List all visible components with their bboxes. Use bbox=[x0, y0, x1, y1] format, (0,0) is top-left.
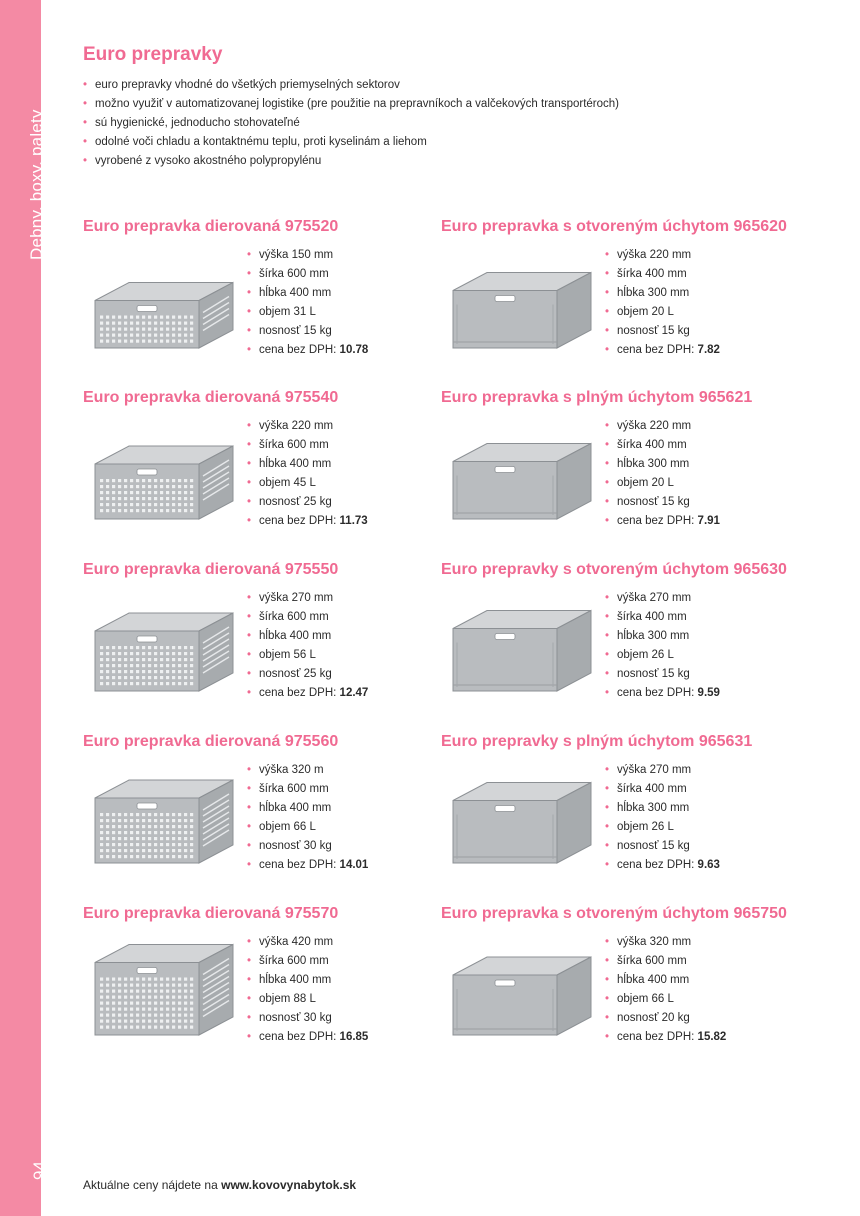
bullet-icon: • bbox=[247, 611, 252, 623]
spec-text: nosnosť 15 kg bbox=[617, 496, 690, 508]
spec-item bbox=[605, 837, 720, 856]
bullet-icon: • bbox=[605, 325, 610, 337]
spec-list bbox=[605, 761, 720, 875]
price-value: 16.85 bbox=[339, 1031, 369, 1043]
price-label: cena bez DPH: bbox=[617, 1031, 698, 1043]
bullet-icon: • bbox=[605, 630, 610, 642]
bullet-icon: • bbox=[247, 515, 252, 527]
product-card bbox=[83, 218, 463, 378]
bullet-icon: • bbox=[605, 936, 610, 948]
spec-item bbox=[247, 952, 368, 971]
bullet-icon: • bbox=[247, 477, 252, 489]
bullet-icon: • bbox=[83, 136, 88, 148]
bullet-icon: • bbox=[247, 955, 252, 967]
product-card bbox=[441, 218, 821, 378]
page-number: 94 bbox=[30, 1161, 49, 1180]
spec-item bbox=[247, 837, 368, 856]
spec-item bbox=[247, 322, 368, 341]
price-label: cena bez DPH: bbox=[259, 859, 340, 871]
bullet-icon: • bbox=[247, 1031, 252, 1043]
price-item bbox=[605, 1028, 726, 1047]
spec-item bbox=[605, 990, 726, 1009]
bullet-icon: • bbox=[247, 764, 252, 776]
intro-list bbox=[83, 76, 619, 171]
bullet-icon: • bbox=[605, 592, 610, 604]
product-card bbox=[441, 561, 821, 721]
price-item bbox=[605, 684, 720, 703]
price-label: cena bez DPH: bbox=[617, 344, 698, 356]
bullet-icon: • bbox=[83, 117, 88, 129]
spec-text: hĺbka 400 mm bbox=[259, 458, 332, 470]
spec-list bbox=[605, 417, 720, 531]
intro-item bbox=[83, 152, 619, 171]
bullet-icon: • bbox=[605, 458, 610, 470]
spec-text: šírka 600 mm bbox=[259, 268, 329, 280]
spec-text: objem 20 L bbox=[617, 306, 674, 318]
spec-item bbox=[247, 474, 368, 493]
bullet-icon: • bbox=[605, 344, 610, 356]
spec-item bbox=[605, 1009, 726, 1028]
intro-text: možno využiť v automatizovanej logistike (pre použitie na prepravníkoch a valčekových transportéroch) bbox=[95, 98, 619, 110]
price-item bbox=[605, 512, 720, 531]
price-item bbox=[605, 856, 720, 875]
bullet-icon: • bbox=[247, 592, 252, 604]
product-title: Euro prepravka s plným úchytom 965621 bbox=[441, 389, 753, 406]
perforated-crate-image bbox=[83, 763, 243, 873]
product-card bbox=[83, 389, 463, 549]
solid-crate-image bbox=[441, 248, 601, 358]
spec-item bbox=[247, 436, 368, 455]
spec-text: šírka 600 mm bbox=[617, 955, 687, 967]
bullet-icon: • bbox=[83, 98, 88, 110]
bullet-icon: • bbox=[83, 79, 88, 91]
spec-item bbox=[605, 493, 720, 512]
spec-item bbox=[605, 627, 720, 646]
price-label: cena bez DPH: bbox=[617, 515, 698, 527]
product-card bbox=[83, 733, 463, 893]
price-value: 14.01 bbox=[339, 859, 369, 871]
spec-item bbox=[605, 799, 720, 818]
footer-text: Aktuálne ceny nájdete na bbox=[83, 1178, 222, 1192]
spec-text: objem 56 L bbox=[259, 649, 316, 661]
spec-text: hĺbka 300 mm bbox=[617, 802, 690, 814]
bullet-icon: • bbox=[247, 439, 252, 451]
spec-item bbox=[605, 608, 720, 627]
bullet-icon: • bbox=[247, 649, 252, 661]
spec-text: výška 320 mm bbox=[617, 936, 692, 948]
spec-text: šírka 400 mm bbox=[617, 268, 687, 280]
bullet-icon: • bbox=[605, 649, 610, 661]
price-item bbox=[247, 1028, 368, 1047]
spec-item bbox=[605, 971, 726, 990]
spec-text: výška 220 mm bbox=[617, 420, 692, 432]
bullet-icon: • bbox=[605, 306, 610, 318]
bullet-icon: • bbox=[247, 287, 252, 299]
bullet-icon: • bbox=[247, 325, 252, 337]
spec-text: hĺbka 300 mm bbox=[617, 287, 690, 299]
price-item bbox=[247, 341, 368, 360]
page-title: Euro prepravky bbox=[83, 44, 223, 65]
price-item bbox=[247, 512, 368, 531]
spec-text: výška 270 mm bbox=[259, 592, 334, 604]
spec-text: hĺbka 400 mm bbox=[259, 802, 332, 814]
spec-text: výška 220 mm bbox=[259, 420, 334, 432]
spec-text: nosnosť 15 kg bbox=[617, 840, 690, 852]
intro-item bbox=[83, 76, 619, 95]
spec-item bbox=[605, 265, 720, 284]
perforated-crate-image bbox=[83, 419, 243, 529]
bullet-icon: • bbox=[605, 420, 610, 432]
spec-text: šírka 400 mm bbox=[617, 611, 687, 623]
spec-item bbox=[605, 952, 726, 971]
price-label: cena bez DPH: bbox=[259, 1031, 340, 1043]
bullet-icon: • bbox=[247, 859, 252, 871]
spec-text: objem 26 L bbox=[617, 821, 674, 833]
perforated-crate-image bbox=[83, 591, 243, 701]
spec-item bbox=[247, 493, 368, 512]
spec-text: nosnosť 15 kg bbox=[617, 325, 690, 337]
bullet-icon: • bbox=[247, 821, 252, 833]
spec-item bbox=[605, 933, 726, 952]
spec-item bbox=[247, 761, 368, 780]
spec-item bbox=[247, 818, 368, 837]
intro-text: vyrobené z vysoko akostného polypropylénu bbox=[95, 155, 322, 167]
spec-list bbox=[247, 589, 368, 703]
price-item bbox=[247, 684, 368, 703]
intro-item bbox=[83, 133, 619, 152]
spec-item bbox=[247, 990, 368, 1009]
spec-list bbox=[247, 933, 368, 1047]
spec-item bbox=[247, 417, 368, 436]
product-card bbox=[83, 561, 463, 721]
intro-text: odolné voči chladu a kontaktnému teplu, proti kyselinám a liehom bbox=[95, 136, 427, 148]
spec-item bbox=[605, 665, 720, 684]
bullet-icon: • bbox=[247, 993, 252, 1005]
price-value: 9.63 bbox=[697, 859, 720, 871]
bullet-icon: • bbox=[605, 439, 610, 451]
solid-crate-image bbox=[441, 935, 601, 1045]
spec-text: nosnosť 20 kg bbox=[617, 1012, 690, 1024]
product-card bbox=[441, 905, 821, 1065]
bullet-icon: • bbox=[605, 783, 610, 795]
bullet-icon: • bbox=[605, 287, 610, 299]
price-label: cena bez DPH: bbox=[259, 515, 340, 527]
bullet-icon: • bbox=[247, 1012, 252, 1024]
spec-text: objem 45 L bbox=[259, 477, 316, 489]
spec-text: výška 150 mm bbox=[259, 249, 334, 261]
bullet-icon: • bbox=[247, 306, 252, 318]
spec-item bbox=[605, 474, 720, 493]
spec-item bbox=[247, 284, 368, 303]
product-title: Euro prepravka dierovaná 975540 bbox=[83, 389, 339, 406]
spec-item bbox=[247, 646, 368, 665]
intro-item bbox=[83, 95, 619, 114]
intro-text: sú hygienické, jednoducho stohovateľné bbox=[95, 117, 300, 129]
price-label: cena bez DPH: bbox=[617, 687, 698, 699]
spec-item bbox=[247, 933, 368, 952]
price-label: cena bez DPH: bbox=[617, 859, 698, 871]
spec-text: hĺbka 300 mm bbox=[617, 458, 690, 470]
product-title: Euro prepravka dierovaná 975560 bbox=[83, 733, 339, 750]
spec-text: hĺbka 400 mm bbox=[259, 974, 332, 986]
spec-item bbox=[247, 246, 368, 265]
spec-text: výška 220 mm bbox=[617, 249, 692, 261]
bullet-icon: • bbox=[605, 974, 610, 986]
spec-list bbox=[247, 246, 368, 360]
price-item bbox=[605, 341, 720, 360]
spec-text: šírka 400 mm bbox=[617, 439, 687, 451]
spec-item bbox=[247, 1009, 368, 1028]
intro-text: euro prepravky vhodné do všetkých priemyselných sektorov bbox=[95, 79, 400, 91]
bullet-icon: • bbox=[605, 687, 610, 699]
spec-item bbox=[247, 627, 368, 646]
website-link[interactable]: www.kovovynabytok.sk bbox=[221, 1178, 357, 1192]
spec-item bbox=[605, 284, 720, 303]
spec-text: objem 20 L bbox=[617, 477, 674, 489]
bullet-icon: • bbox=[247, 630, 252, 642]
product-title: Euro prepravka dierovaná 975520 bbox=[83, 218, 339, 235]
perforated-crate-image bbox=[83, 935, 243, 1045]
bullet-icon: • bbox=[605, 611, 610, 623]
spec-text: nosnosť 30 kg bbox=[259, 840, 332, 852]
bullet-icon: • bbox=[605, 1012, 610, 1024]
footer bbox=[83, 1178, 356, 1192]
product-card bbox=[441, 389, 821, 549]
product-title: Euro prepravka s otvoreným úchytom 965750 bbox=[441, 905, 787, 922]
bullet-icon: • bbox=[247, 840, 252, 852]
bullet-icon: • bbox=[605, 859, 610, 871]
spec-item bbox=[605, 322, 720, 341]
bullet-icon: • bbox=[247, 249, 252, 261]
bullet-icon: • bbox=[247, 802, 252, 814]
bullet-icon: • bbox=[247, 496, 252, 508]
product-title: Euro prepravka dierovaná 975550 bbox=[83, 561, 339, 578]
spec-item bbox=[605, 246, 720, 265]
bullet-icon: • bbox=[605, 993, 610, 1005]
spec-text: šírka 600 mm bbox=[259, 955, 329, 967]
bullet-icon: • bbox=[605, 840, 610, 852]
spec-text: výška 270 mm bbox=[617, 592, 692, 604]
product-title: Euro prepravka s otvoreným úchytom 965620 bbox=[441, 218, 787, 235]
spec-item bbox=[247, 589, 368, 608]
spec-text: nosnosť 15 kg bbox=[617, 668, 690, 680]
spec-text: šírka 600 mm bbox=[259, 439, 329, 451]
spec-text: výška 420 mm bbox=[259, 936, 334, 948]
price-value: 11.73 bbox=[339, 515, 368, 527]
spec-item bbox=[605, 589, 720, 608]
spec-text: hĺbka 400 mm bbox=[259, 630, 332, 642]
bullet-icon: • bbox=[247, 420, 252, 432]
price-value: 10.78 bbox=[339, 344, 369, 356]
price-value: 12.47 bbox=[339, 687, 369, 699]
bullet-icon: • bbox=[247, 668, 252, 680]
spec-item bbox=[605, 818, 720, 837]
spec-item bbox=[247, 665, 368, 684]
bullet-icon: • bbox=[605, 249, 610, 261]
bullet-icon: • bbox=[247, 268, 252, 280]
spec-item bbox=[247, 780, 368, 799]
intro-item bbox=[83, 114, 619, 133]
spec-list bbox=[247, 761, 368, 875]
price-value: 7.82 bbox=[697, 344, 720, 356]
bullet-icon: • bbox=[605, 668, 610, 680]
spec-item bbox=[247, 303, 368, 322]
product-title: Euro prepravky s otvoreným úchytom 965630 bbox=[441, 561, 787, 578]
spec-item bbox=[605, 417, 720, 436]
price-value: 7.91 bbox=[697, 515, 720, 527]
bullet-icon: • bbox=[247, 783, 252, 795]
price-label: cena bez DPH: bbox=[259, 687, 340, 699]
spec-text: výška 270 mm bbox=[617, 764, 692, 776]
bullet-icon: • bbox=[247, 458, 252, 470]
spec-list bbox=[605, 246, 720, 360]
spec-text: objem 88 L bbox=[259, 993, 316, 1005]
spec-text: výška 320 m bbox=[259, 764, 324, 776]
spec-item bbox=[605, 780, 720, 799]
price-item bbox=[247, 856, 368, 875]
spec-text: hĺbka 300 mm bbox=[617, 630, 690, 642]
price-label: cena bez DPH: bbox=[259, 344, 340, 356]
spec-text: nosnosť 15 kg bbox=[259, 325, 332, 337]
spec-item bbox=[605, 436, 720, 455]
price-value: 15.82 bbox=[697, 1031, 727, 1043]
bullet-icon: • bbox=[605, 268, 610, 280]
bullet-icon: • bbox=[605, 821, 610, 833]
bullet-icon: • bbox=[605, 477, 610, 489]
spec-item bbox=[605, 455, 720, 474]
spec-list bbox=[247, 417, 368, 531]
spec-list bbox=[605, 933, 726, 1047]
bullet-icon: • bbox=[83, 155, 88, 167]
bullet-icon: • bbox=[247, 344, 252, 356]
bullet-icon: • bbox=[247, 974, 252, 986]
perforated-crate-image bbox=[83, 248, 243, 358]
spec-text: hĺbka 400 mm bbox=[259, 287, 332, 299]
solid-crate-image bbox=[441, 763, 601, 873]
product-title: Euro prepravky s plným úchytom 965631 bbox=[441, 733, 753, 750]
spec-text: objem 26 L bbox=[617, 649, 674, 661]
product-title: Euro prepravka dierovaná 975570 bbox=[83, 905, 339, 922]
spec-text: objem 31 L bbox=[259, 306, 316, 318]
bullet-icon: • bbox=[605, 1031, 610, 1043]
spec-item bbox=[247, 971, 368, 990]
bullet-icon: • bbox=[247, 687, 252, 699]
spec-text: šírka 400 mm bbox=[617, 783, 687, 795]
spec-text: objem 66 L bbox=[259, 821, 316, 833]
spec-text: nosnosť 30 kg bbox=[259, 1012, 332, 1024]
spec-item bbox=[247, 799, 368, 818]
price-value: 9.59 bbox=[697, 687, 720, 699]
spec-text: nosnosť 25 kg bbox=[259, 668, 332, 680]
spec-item bbox=[605, 303, 720, 322]
solid-crate-image bbox=[441, 419, 601, 529]
spec-text: hĺbka 400 mm bbox=[617, 974, 690, 986]
spec-item bbox=[247, 265, 368, 284]
spec-list bbox=[605, 589, 720, 703]
spec-item bbox=[605, 646, 720, 665]
product-card bbox=[83, 905, 463, 1065]
bullet-icon: • bbox=[605, 764, 610, 776]
product-card bbox=[441, 733, 821, 893]
solid-crate-image bbox=[441, 591, 601, 701]
bullet-icon: • bbox=[605, 955, 610, 967]
spec-text: nosnosť 25 kg bbox=[259, 496, 332, 508]
bullet-icon: • bbox=[605, 802, 610, 814]
spec-item bbox=[605, 761, 720, 780]
bullet-icon: • bbox=[605, 496, 610, 508]
section-label: Debny, boxy, palety bbox=[27, 109, 46, 260]
spec-text: objem 66 L bbox=[617, 993, 674, 1005]
spec-text: šírka 600 mm bbox=[259, 783, 329, 795]
bullet-icon: • bbox=[605, 515, 610, 527]
spec-item bbox=[247, 608, 368, 627]
spec-item bbox=[247, 455, 368, 474]
bullet-icon: • bbox=[247, 936, 252, 948]
spec-text: šírka 600 mm bbox=[259, 611, 329, 623]
